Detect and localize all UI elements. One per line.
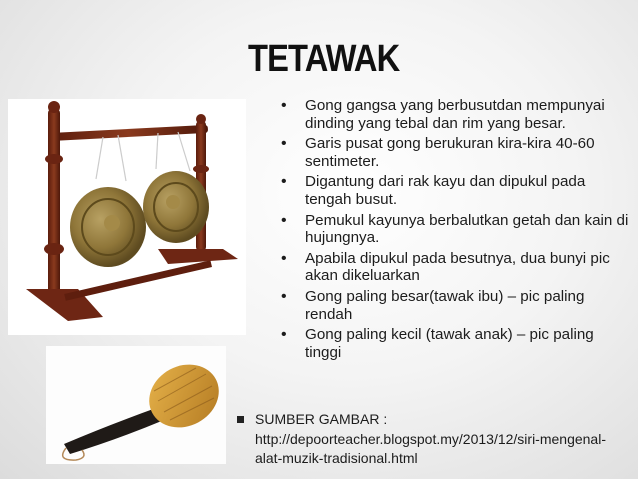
bullet-item: • Gong gangsa yang berbusutdan mempunyai dinding yang tebal dan rim yang besar. [278,97,633,132]
gong-stand-illustration [8,99,246,335]
mallet-illustration [46,346,226,464]
bullet-item: • Gong paling besar(tawak ibu) – pic paling rendah [278,288,633,323]
square-bullet-icon [237,416,244,423]
bullet-item: • Apabila dipukul pada besutnya, dua bunyi pic akan dikeluarkan [278,250,633,285]
source-link[interactable]: http://depoorteacher.blogspot.my/2013/12/siri-mengenal-alat-muzik-tradisional.html [255,430,606,466]
source-citation [237,410,632,469]
mallet-photo [46,346,226,464]
bullet-item: • Pemukul kayunya berbalutkan getah dan kain di hujungnya. [278,212,633,247]
gong-photo [8,99,246,335]
bullet-item: • Digantung dari rak kayu dan dipukul pada tengah busut. [278,173,633,208]
bullet-item: • Gong paling kecil (tawak anak) – pic paling tinggi [278,326,633,361]
slide-title: TETAWAK [248,38,400,80]
source-label: SUMBER GAMBAR : [255,411,388,427]
bullet-item: • Garis pusat gong berukuran kira-kira 40-60 sentimeter. [278,135,633,170]
bullet-list [278,97,633,364]
